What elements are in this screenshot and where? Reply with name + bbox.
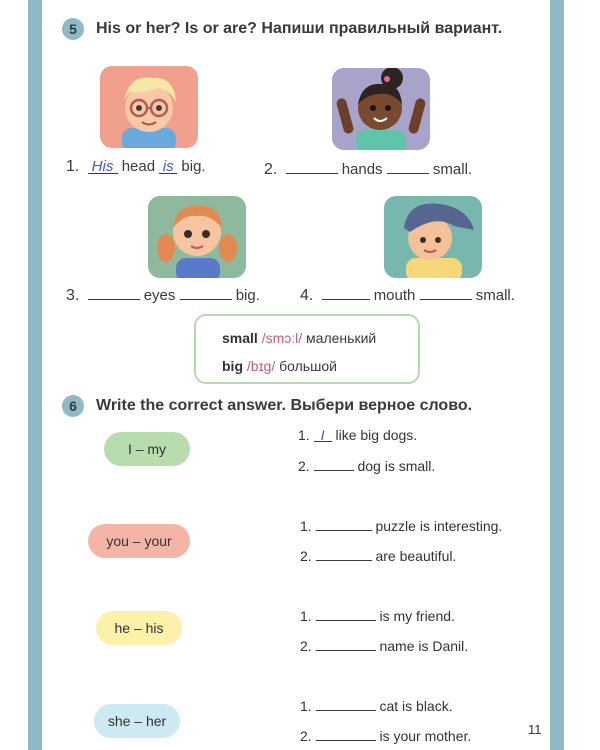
boy-with-glasses-picture (100, 66, 198, 148)
sentence-word: big. (235, 287, 260, 304)
item-number: 2. (300, 548, 312, 564)
sentence-3 (66, 284, 260, 305)
item-number: 2. (300, 638, 312, 654)
exercise-line (300, 726, 471, 744)
boy-with-cap-picture (384, 196, 482, 278)
sentence-word: small. (432, 161, 473, 178)
item-number: 4. (300, 287, 314, 304)
item-number: 1. (300, 698, 312, 714)
answer-blank[interactable] (387, 158, 429, 174)
exercise-text: are beautiful. (375, 548, 457, 564)
right-border (550, 0, 564, 750)
sentence-2 (264, 158, 472, 179)
task-6-header (62, 395, 472, 417)
task-title: His or her? Is or are? Напиши правильный вариант. (96, 20, 503, 37)
exercise-line (298, 456, 435, 474)
item-number: 1. (300, 608, 312, 624)
sentence-1 (66, 158, 206, 176)
exercise-text: is your mother. (379, 728, 472, 744)
answer-blank[interactable] (316, 726, 376, 741)
sentence-word: eyes (143, 287, 176, 304)
vocab-translation: маленький (306, 330, 377, 346)
answer-blank[interactable]: His (88, 158, 118, 174)
item-number: 2. (300, 728, 312, 744)
exercise-line (300, 546, 456, 564)
exercise-line (300, 696, 453, 714)
sentence-word: mouth (373, 287, 416, 304)
exercise-line (300, 516, 502, 534)
page-number: 11 (528, 722, 542, 737)
exercise-line (300, 636, 468, 654)
answer-blank[interactable] (316, 516, 372, 531)
item-number: 1. (66, 158, 80, 175)
vocab-entry (222, 324, 418, 352)
pronoun-pill-i-my: I – my (104, 432, 190, 466)
pronoun-pill-she-her: she – her (94, 704, 180, 738)
item-number: 3. (66, 287, 80, 304)
answer-blank[interactable]: I (314, 427, 332, 442)
vocab-translation: большой (279, 358, 337, 374)
sentence-word: big. (181, 158, 206, 175)
sentence-4 (300, 284, 515, 305)
pronoun-pill-you-your: you – your (88, 524, 190, 558)
item-number: 1. (300, 518, 312, 534)
exercise-text: like big dogs. (335, 427, 418, 443)
vocab-transcription: /smɔːl/ (261, 330, 303, 346)
answer-blank[interactable] (316, 636, 376, 651)
girl-raised-hands-picture (332, 68, 430, 150)
exercise-text: puzzle is interesting. (375, 518, 503, 534)
vocab-transcription: /bɪɡ/ (246, 358, 276, 374)
answer-blank[interactable] (314, 456, 354, 471)
item-number: 2. (264, 161, 278, 178)
exercise-line (300, 606, 455, 624)
answer-blank[interactable] (316, 606, 376, 621)
vocab-word: big (222, 358, 243, 374)
vocabulary-box (194, 314, 420, 384)
answer-blank[interactable] (420, 284, 472, 300)
task-title: Write the correct answer. Выбери верное слово. (96, 397, 473, 414)
left-border (28, 0, 42, 750)
vocab-word: small (222, 330, 258, 346)
answer-blank[interactable] (88, 284, 140, 300)
answer-blank[interactable] (322, 284, 370, 300)
workbook-page (42, 0, 550, 750)
sentence-word: hands (341, 161, 383, 178)
task-number-badge: 6 (62, 395, 84, 417)
exercise-text: is my friend. (379, 608, 455, 624)
answer-blank[interactable] (286, 158, 338, 174)
exercise-text: dog is small. (357, 458, 436, 474)
pronoun-pill-he-his: he – his (96, 611, 182, 645)
answer-blank[interactable] (316, 696, 376, 711)
item-number: 2. (298, 458, 310, 474)
answer-blank[interactable] (316, 546, 372, 561)
sentence-word: head (121, 158, 156, 175)
task-5-header (62, 18, 502, 40)
answer-blank[interactable]: is (159, 158, 177, 174)
answer-blank[interactable] (180, 284, 232, 300)
exercise-text: name is Danil. (379, 638, 469, 654)
item-number: 1. (298, 427, 310, 443)
girl-with-braids-picture (148, 196, 246, 278)
task-number-badge: 5 (62, 18, 84, 40)
vocab-entry (222, 352, 418, 380)
exercise-line (298, 427, 417, 443)
sentence-word: small. (475, 287, 515, 304)
exercise-text: cat is black. (379, 698, 453, 714)
